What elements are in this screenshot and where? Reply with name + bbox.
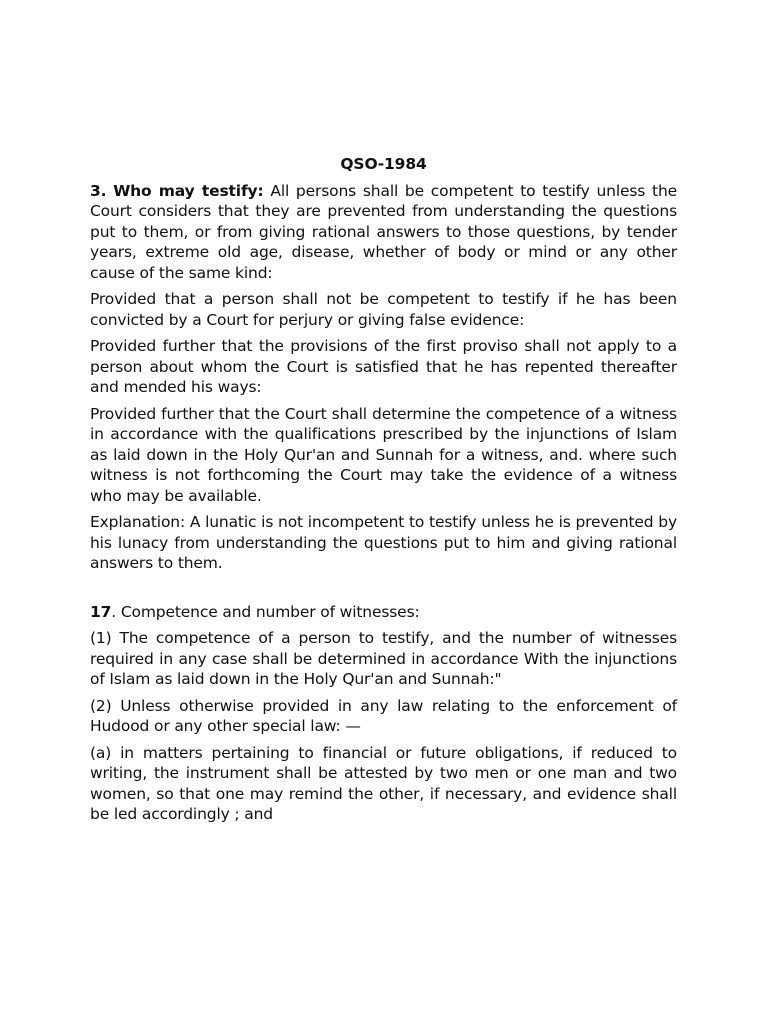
document-page <box>90 154 677 831</box>
section-3-proviso-1: Provided that a person shall not be competent to testify if he has been convicted by a Court for perjury or giving false evidence: <box>90 290 677 329</box>
section-17-heading: . Competence and number of witnesses: <box>111 602 420 621</box>
section-3-number: 3. <box>90 181 107 200</box>
section-divider <box>90 580 677 602</box>
section-3-explanation: Explanation: A lunatic is not incompetent to testify unless he is prevented by his lunacy from understanding the questions put to him and giving rational answers to them. <box>90 513 677 572</box>
section-17-clause-2a: (a) in matters pertaining to financial or future obligations, if reduced to writing, the instrument shall be attested by two men or one man and two women, so that one may remind the other, if necessary, and evidence shall be led accordingly ; and <box>90 743 677 823</box>
section-3-heading: Who may testify: <box>113 181 264 200</box>
section-3-intro-text: All persons shall be competent to testify unless the Court considers that they are prevented from understanding the questions put to them, or from giving rational answers to those questions, by tender years, extreme old age, disease, whether of body or mind or any other cause of the same kind: <box>90 181 678 282</box>
section-17-clause-2: (2) Unless otherwise provided in any law relating to the enforcement of Hudood or any other special law: — <box>90 696 677 735</box>
section-3-proviso-2: Provided further that the provisions of the first proviso shall not apply to a person about whom the Court is satisfied that he has repented thereafter and mended his ways: <box>90 337 677 396</box>
section-17-heading-line <box>90 602 677 623</box>
document-title: QSO-1984 <box>340 155 427 173</box>
section-17-clause-1: (1) The competence of a person to testify, and the number of witnesses required in any case shall be determined in accordance With the injunctions of Islam as laid down in the Holy Qur'an and Sunnah:" <box>90 629 677 688</box>
section-3-proviso-3: Provided further that the Court shall determine the competence of a witness in accordance with the qualifications prescribed by the injunctions of Islam as laid down in the Holy Qur'an and Sunnah for a witness, and. where such witness is not forthcoming the Court may take the evidence of a witness who may be available. <box>90 404 677 505</box>
section-17-number: 17 <box>90 602 112 621</box>
section-3-intro <box>90 181 677 284</box>
